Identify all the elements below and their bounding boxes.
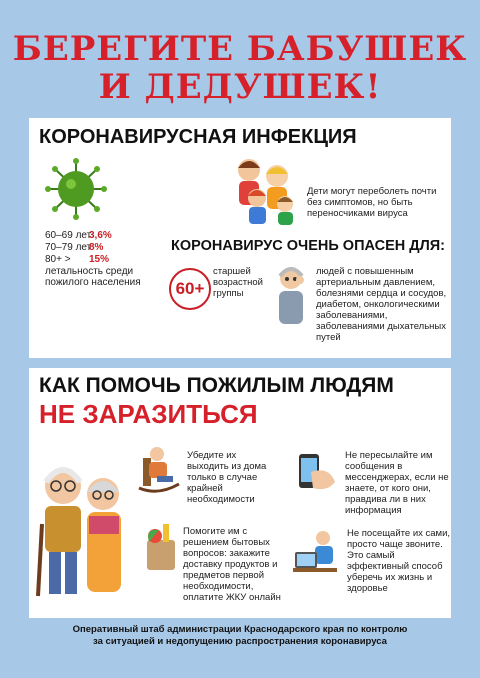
stat-age: 60–69 лет	[45, 230, 92, 241]
infection-panel	[29, 118, 451, 358]
footer-line1: Оперативный штаб администрации Краснодарского края по контролю	[72, 624, 408, 635]
stat-pct: 8%	[89, 242, 104, 253]
stat-age: 70–79 лет	[45, 242, 92, 253]
infection-title: КОРОНАВИРУСНАЯ ИНФЕКЦИЯ	[39, 126, 357, 148]
video-call-icon	[293, 528, 345, 578]
virus-icon	[41, 158, 111, 220]
tip-household-help: Помогите им с решением бытовых вопросов: закажите доставку продуктов и предметов первой необходимости, оплатите ЖКУ онлайн	[183, 526, 281, 603]
children-icon	[227, 156, 301, 226]
stat-pct: 15%	[89, 254, 110, 265]
tip-stay-home: Убедите их выходить из дома только в случае крайней необходимости	[187, 450, 267, 505]
help-title-line1: КАК ПОМОЧЬ ПОЖИЛЫМ ЛЮДЯМ	[39, 374, 394, 397]
stat-row	[45, 254, 110, 265]
stat-row	[45, 242, 104, 253]
sick-elder-icon	[273, 264, 309, 326]
mortality-label: летальность среди пожилого населения	[45, 266, 141, 288]
age-60-badge: 60+	[169, 268, 211, 310]
grocery-bag-icon	[141, 522, 181, 572]
tip-call-more: Не посещайте их сами, просто чаще звоните. Это самый эффективный способ уберечь их жизнь и здоровье	[347, 528, 451, 594]
poster-title-line1: БЕРЕГИТЕ БАБУШЕК	[12, 29, 468, 69]
smartphone-icon	[293, 452, 339, 492]
help-panel	[29, 368, 451, 618]
footer	[0, 624, 480, 648]
elderly-couple-icon	[35, 462, 129, 600]
older-group-text: старшей возрастной группы	[213, 266, 263, 299]
children-text: Дети могут переболеть почти без симптомов, но быть переносчиками вируса	[307, 186, 437, 219]
poster-title-line2: И ДЕДУШЕК!	[98, 67, 382, 107]
rocking-chair-icon	[133, 444, 183, 494]
danger-title: КОРОНАВИРУС ОЧЕНЬ ОПАСЕН ДЛЯ:	[171, 238, 445, 254]
help-title-line2: НЕ ЗАРАЗИТЬСЯ	[39, 399, 258, 429]
tip-no-forwarding: Не пересылайте им сообщения в мессенджерах, если не знаете, от кого они, правдива ли в них информация	[345, 450, 449, 516]
stat-row	[45, 230, 112, 241]
footer-line2: за ситуацией и недопущению распространения коронавируса	[93, 636, 387, 647]
stat-pct: 3,6%	[89, 230, 112, 241]
conditions-text: людей с повышенным артериальным давлением, болезнями сердца и сосудов, диабетом, онкологическими заболеваниями, заболеваниями дыхательных путей	[316, 266, 447, 343]
stat-age: 80+ >	[45, 254, 71, 265]
